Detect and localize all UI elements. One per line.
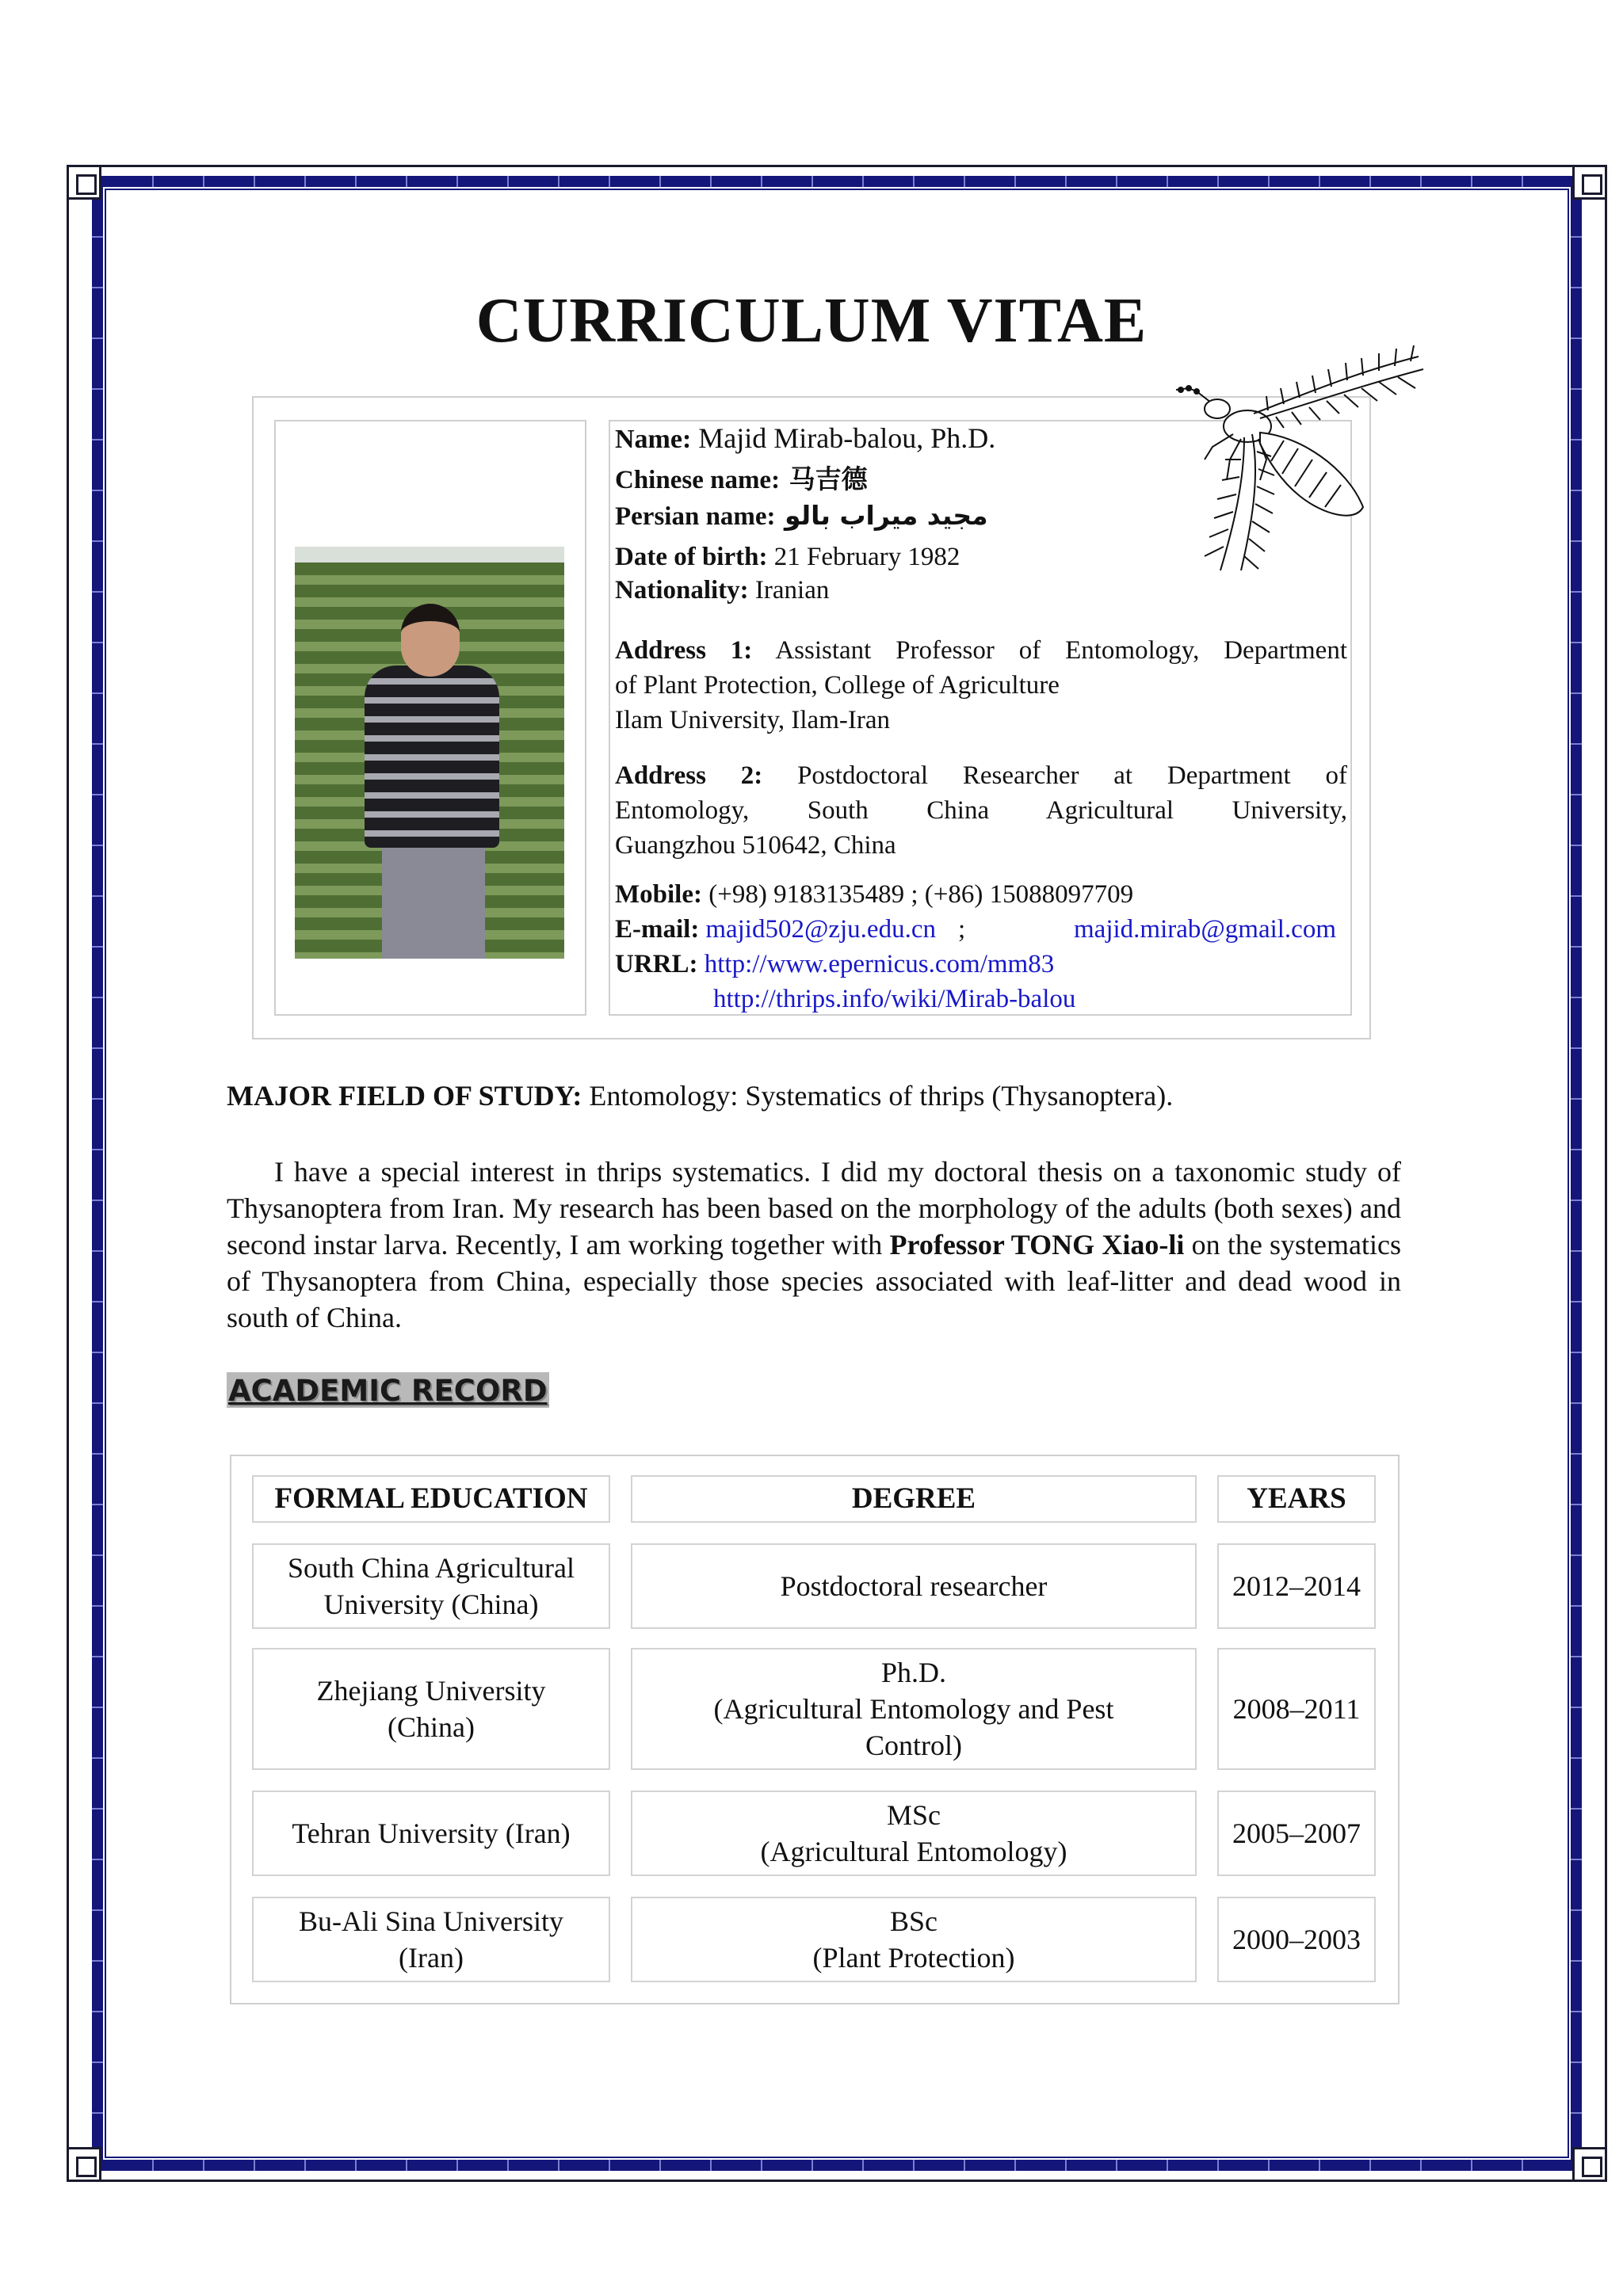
address1-line1: [615, 634, 1347, 667]
email-label: E-mail:: [615, 915, 700, 944]
email-separator: ;: [957, 915, 966, 944]
address1-line3: Ilam University, Ilam-Iran: [615, 706, 890, 734]
table-cell-education: Bu-Ali Sina University (Iran): [252, 1897, 610, 1982]
chinese-name-value: 马吉德: [780, 463, 868, 494]
address2-text: Postdoctoral Researcher at Department of: [762, 761, 1347, 790]
border-ticks-top: [103, 176, 1571, 187]
table-cell-years: 2008–2011: [1217, 1648, 1376, 1770]
persian-name-label: Persian name:: [615, 502, 776, 531]
address2-line3: Guangzhou 510642, China: [615, 831, 896, 860]
table-header-degree: DEGREE: [631, 1475, 1197, 1523]
address1-line2: of Plant Protection, College of Agriculture: [615, 671, 1060, 700]
thrips-illustration-icon: [1165, 341, 1434, 578]
url-label: URRL:: [615, 950, 698, 978]
table-cell-years: 2000–2003: [1217, 1897, 1376, 1982]
nationality-value: Iranian: [748, 576, 830, 605]
profile-photo: [295, 547, 564, 959]
dob-label: Date of birth:: [615, 543, 768, 571]
table-cell-education: Zhejiang University (China): [252, 1648, 610, 1770]
table-cell-degree: Ph.D. (Agricultural Entomology and Pest Control): [631, 1648, 1197, 1770]
corner-ornament-bottom-right: [1572, 2147, 1607, 2182]
mobile-line: [615, 878, 1347, 911]
table-cell-degree: MSc (Agricultural Entomology): [631, 1791, 1197, 1876]
table-cell-degree: BSc (Plant Protection): [631, 1897, 1197, 1982]
url-line: [615, 948, 1347, 981]
mobile-value: (+98) 9183135489 ; (+86) 15088097709: [701, 880, 1134, 909]
corner-ornament-bottom-left: [67, 2147, 101, 2182]
paragraph-text-1: I have a special interest in thrips systematics. I did my doctoral thesis on a taxonomic study of Thysanoptera from Iran. My research has been based on the morphology of the adults (both sexes) and second instar larva. Recently, I am working together with: [227, 1156, 1401, 1261]
address2-label: Address 2:: [615, 761, 763, 790]
name-value: Majid Mirab-balou, Ph.D.: [691, 422, 996, 454]
border-ticks-left: [92, 187, 103, 2160]
border-ticks-bottom: [103, 2160, 1571, 2171]
border-ticks-right: [1571, 187, 1582, 2160]
corner-ornament-top-left: [67, 165, 101, 200]
url-link-1[interactable]: http://www.epernicus.com/mm83: [704, 950, 1055, 978]
table-cell-education: South China Agricultural University (China): [252, 1543, 610, 1629]
paragraph-professor-name: Professor TONG Xiao-li: [889, 1229, 1185, 1261]
chinese-name-label: Chinese name:: [615, 466, 781, 494]
research-paragraph: [227, 1154, 1401, 1336]
table-cell-education: Tehran University (Iran): [252, 1791, 610, 1876]
url-link-2[interactable]: http://thrips.info/wiki/Mirab-balou: [713, 985, 1076, 1013]
address2-line1: [615, 759, 1347, 792]
table-cell-degree: Postdoctoral researcher: [631, 1543, 1197, 1629]
page-title: CURRICULUM VITAE: [475, 286, 1148, 356]
persian-name-value: مجید میراب بالو: [775, 500, 988, 531]
email-link-1[interactable]: majid502@zju.edu.cn: [705, 915, 936, 944]
major-field-line: [227, 1077, 1400, 1114]
url-line-2: [615, 982, 1347, 1016]
table-cell-years: 2005–2007: [1217, 1791, 1376, 1876]
email-line: [615, 913, 1336, 946]
address1-label: Address 1:: [615, 636, 753, 665]
address2-line2: Entomology, South China Agricultural University,: [615, 796, 1347, 825]
nationality-label: Nationality:: [615, 576, 749, 605]
major-field-value: Entomology: Systematics of thrips (Thysanoptera).: [582, 1080, 1174, 1112]
corner-ornament-top-right: [1572, 165, 1607, 200]
major-field-label: MAJOR FIELD OF STUDY:: [227, 1080, 582, 1112]
paragraph-text-2: on the systematics of Thysanoptera from China, especially those species associated with leaf-litter and dead wood in south of China.: [227, 1229, 1401, 1333]
nationality-line: [615, 574, 1347, 607]
email-link-2[interactable]: majid.mirab@gmail.com: [1074, 915, 1336, 944]
table-cell-years: 2012–2014: [1217, 1543, 1376, 1629]
name-label: Name:: [615, 425, 692, 454]
section-heading-academic-record: ACADEMIC RECORD: [228, 1374, 548, 1408]
address1-text: Assistant Professor of Entomology, Department: [752, 636, 1347, 665]
table-header-education: FORMAL EDUCATION: [252, 1475, 610, 1523]
mobile-label: Mobile:: [615, 880, 702, 909]
table-header-years: YEARS: [1217, 1475, 1376, 1523]
dob-value: 21 February 1982: [767, 543, 960, 571]
